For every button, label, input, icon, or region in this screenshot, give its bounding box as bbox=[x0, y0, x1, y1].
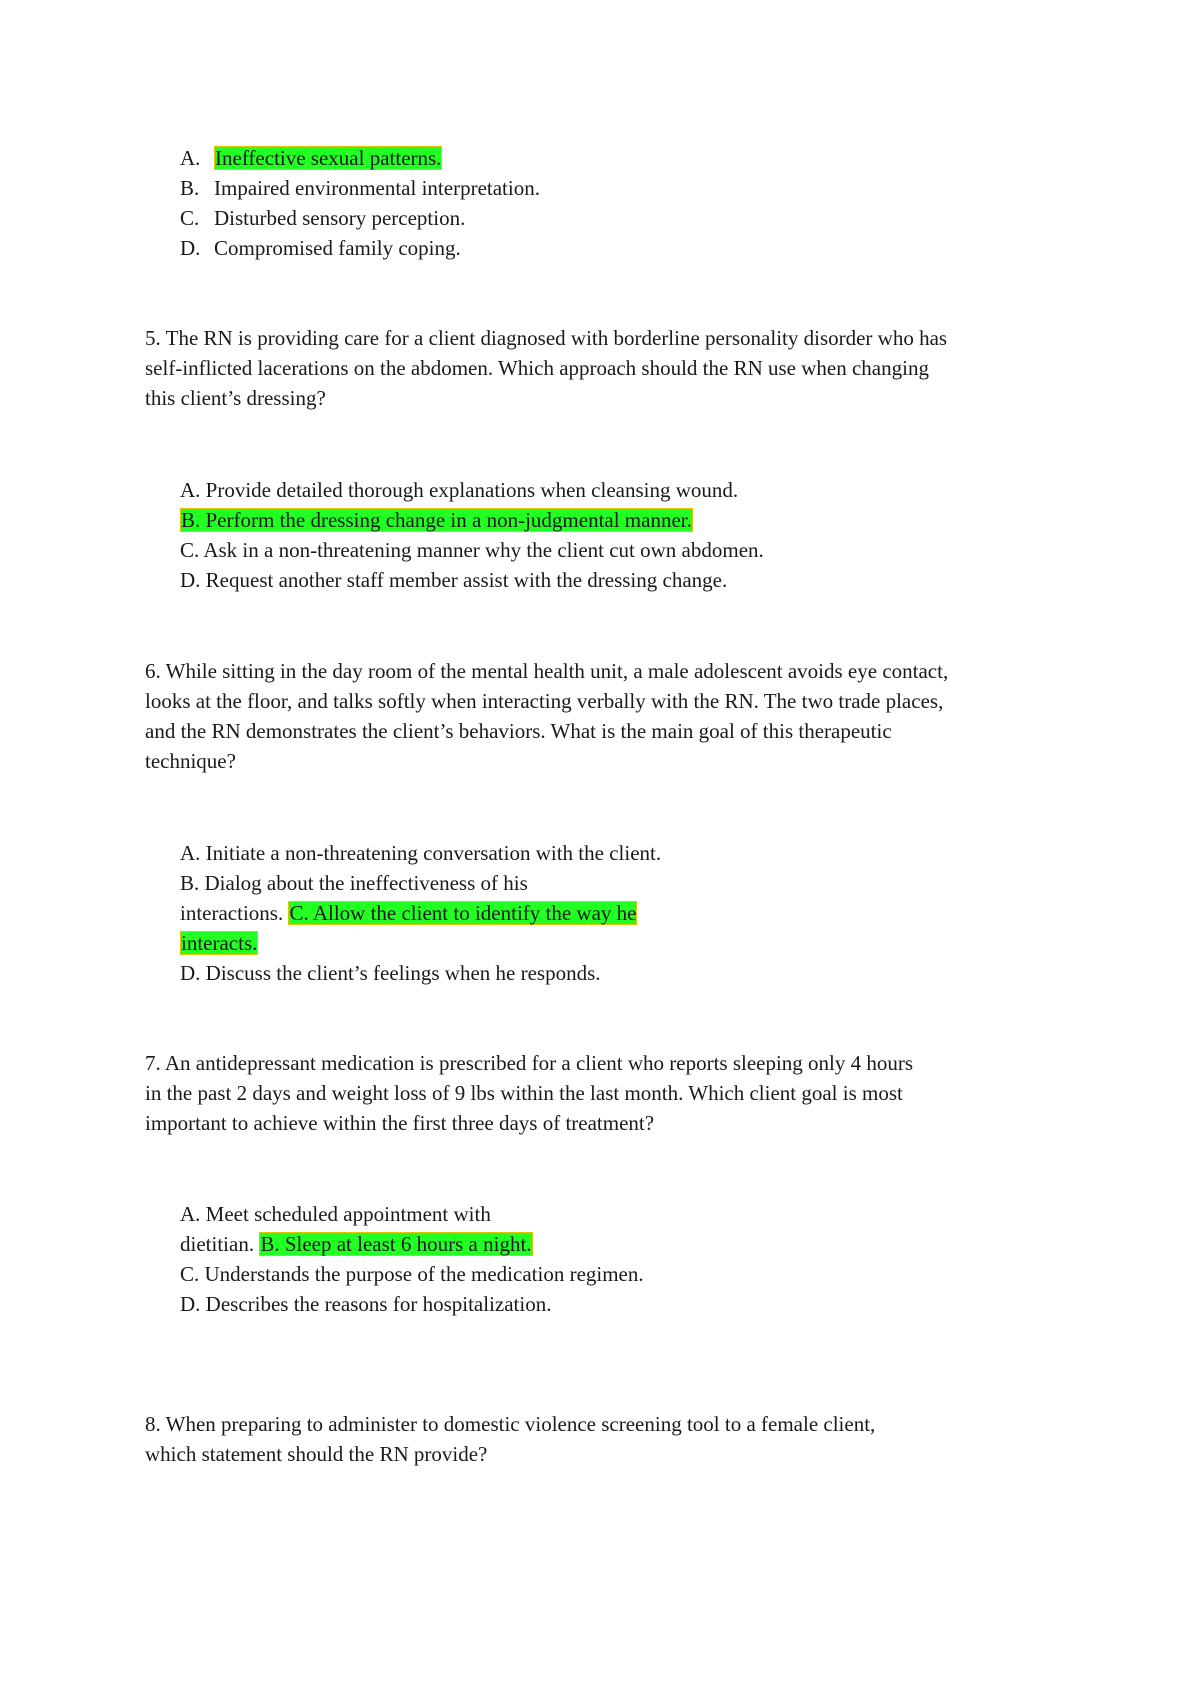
q8-stem-line: 8. When preparing to administer to domestic violence screening tool to a female client, bbox=[145, 1412, 876, 1436]
q7-option-d: D. Describes the reasons for hospitalization. bbox=[180, 1292, 552, 1316]
highlighted-answer: Ineffective sexual patterns. bbox=[215, 146, 442, 170]
q7-option-c: C. Understands the purpose of the medication regimen. bbox=[180, 1262, 644, 1286]
q6-stem-line: and the RN demonstrates the client’s behaviors. What is the main goal of this therapeutic bbox=[145, 719, 892, 743]
q4-option-c bbox=[180, 203, 465, 233]
option-text: Impaired environmental interpretation. bbox=[214, 176, 540, 200]
q5-stem-line: this client’s dressing? bbox=[145, 386, 326, 410]
q7-option-a: A. Meet scheduled appointment with bbox=[180, 1202, 491, 1226]
option-label: A. bbox=[180, 146, 201, 170]
q6-stem-line: technique? bbox=[145, 749, 236, 773]
option-text: Disturbed sensory perception. bbox=[214, 206, 466, 230]
highlighted-answer: C. Allow the client to identify the way he bbox=[289, 901, 637, 925]
q5-option-c: C. Ask in a non-threatening manner why the client cut own abdomen. bbox=[180, 538, 764, 562]
q7-stem-line: 7. An antidepressant medication is prescribed for a client who reports sleeping only 4 hours bbox=[145, 1051, 914, 1075]
option-label: B. bbox=[180, 176, 200, 200]
q7-stem-line: in the past 2 days and weight loss of 9 lbs within the last month. Which client goal is most bbox=[145, 1081, 903, 1105]
q5-stem-line: self-inflicted lacerations on the abdomen. Which approach should the RN use when changing bbox=[145, 356, 929, 380]
q6-option-b-cont bbox=[180, 898, 637, 928]
highlighted-answer: B. Perform the dressing change in a non-judgmental manner. bbox=[181, 508, 692, 532]
highlighted-answer: interacts. bbox=[181, 931, 258, 955]
option-label: C. bbox=[180, 206, 200, 230]
q6-option-b: B. Dialog about the ineffectiveness of his bbox=[180, 871, 528, 895]
q5-stem-line: 5. The RN is providing care for a client diagnosed with borderline personality disorder who has bbox=[145, 326, 948, 350]
q7-option-a-cont bbox=[180, 1229, 533, 1259]
highlighted-answer: B. Sleep at least 6 hours a night. bbox=[260, 1232, 532, 1256]
q7-stem-line: important to achieve within the first three days of treatment? bbox=[145, 1111, 655, 1135]
option-text: dietitian. bbox=[180, 1232, 260, 1256]
option-text: interactions. bbox=[180, 901, 289, 925]
q6-option-d: D. Discuss the client’s feelings when he responds. bbox=[180, 961, 601, 985]
q6-option-a: A. Initiate a non-threatening conversation with the client. bbox=[180, 841, 662, 865]
q5-option-a: A. Provide detailed thorough explanations when cleansing wound. bbox=[180, 478, 739, 502]
q8-stem-line: which statement should the RN provide? bbox=[145, 1442, 488, 1466]
q4-option-d bbox=[180, 233, 461, 263]
q4-option-a bbox=[180, 143, 442, 173]
q6-stem-line: 6. While sitting in the day room of the mental health unit, a male adolescent avoids eye contact, bbox=[145, 659, 949, 683]
option-text: Compromised family coping. bbox=[214, 236, 461, 260]
option-label: D. bbox=[180, 236, 201, 260]
q5-option-d: D. Request another staff member assist with the dressing change. bbox=[180, 568, 728, 592]
q6-stem-line: looks at the floor, and talks softly when interacting verbally with the RN. The two trade places, bbox=[145, 689, 944, 713]
q5-option-b bbox=[180, 505, 693, 535]
q6-option-c-cont bbox=[180, 928, 258, 958]
q4-option-b bbox=[180, 173, 540, 203]
